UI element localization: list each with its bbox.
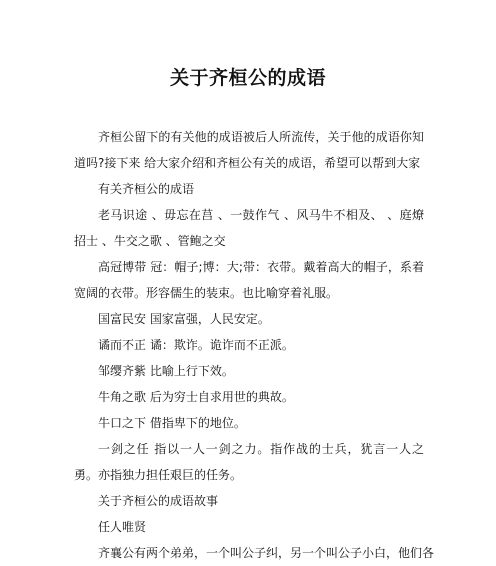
section-heading-stories: 关于齐桓公的成语故事 [98,494,219,508]
idiom-list-paragraph: 老马识途 、毋忘在莒 、一鼓作气 、风马牛不相及、 、庭燎招士 、牛交之歌 、管鲍之交 [74,208,424,248]
document-title: 关于齐桓公的成语 [169,67,326,89]
story-title: 任人唯贤 [98,520,147,534]
idiom-entry-niukouzhixia: 牛口之下 借指卑下的地位。 [98,416,246,430]
idiom-entry-zouyingqizi: 邹缨齐紫 比喻上行下效。 [98,364,234,378]
story-paragraph: 齐襄公有两个弟弟，一个叫公子纠，另一个叫公子小白，他们各 [98,546,435,560]
intro-paragraph: 齐桓公留下的有关他的成语被后人所流传，关于他的成语你知道吗?接下来 给大家介绍和齐桓公有关的成语，希望可以帮到大家 [74,130,424,170]
document-body [74,124,435,566]
idiom-entry-gaoguanbodai: 高冠博带 冠：帽子;博：大;带：衣带。戴着高大的帽子，系着宽阔的衣带。形容儒生的装束。也比喻穿着礼服。 [74,260,424,300]
idiom-entry-jueerbuzheng: 谲而不正 谲：欺诈。诡诈而不正派。 [98,338,294,352]
idiom-entry-niujiaozhige: 牛角之歌 后为穷士自求用世的典故。 [98,390,294,404]
idiom-entry-guofuminan: 国富民安 国家富强，人民安定。 [98,312,270,326]
section-heading-idioms: 有关齐桓公的成语 [98,182,195,196]
idiom-entry-yijianzhiren: 一剑之任 指以一人一剑之力。指作战的士兵，犹言一人之勇。亦指独力担任艰巨的任务。 [74,442,424,482]
